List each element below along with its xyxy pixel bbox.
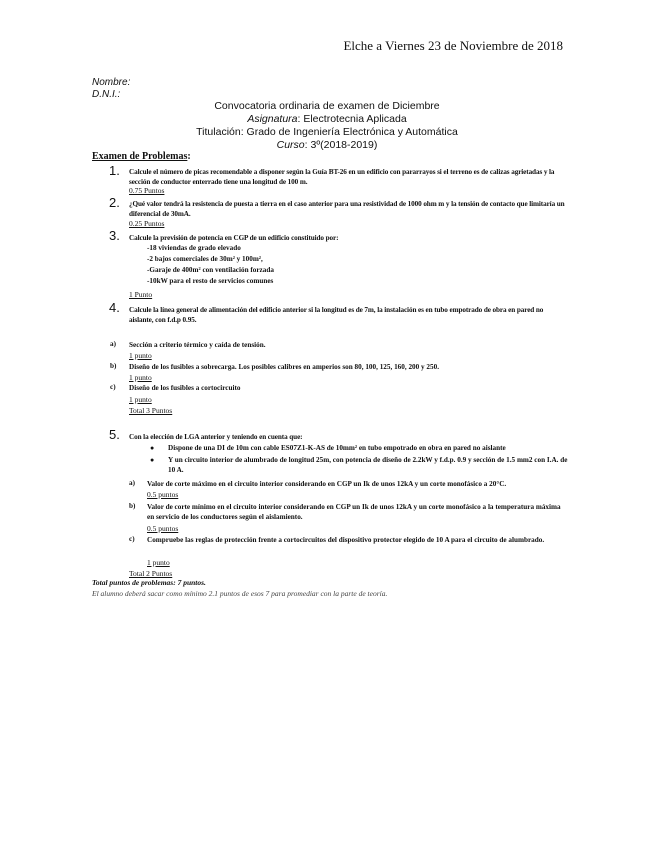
course-value: : 3º(2018-2019)	[304, 139, 378, 151]
total-points: Total puntos de problemas: 7 puntos.	[92, 578, 206, 587]
question-3-number: 3.	[109, 228, 120, 243]
question-4c-text: Diseño de los fusibles a cortocircuito	[129, 384, 241, 392]
question-5-number: 5.	[109, 427, 120, 442]
question-4-text: Calcule la línea general de alimentación del edificio anterior si la longitud es de 7m, la instalación es en tubo empotrado de obra en pared no aislante, con f.d.p 0.95.	[129, 306, 544, 324]
question-5c-points: 1 punto	[147, 558, 170, 567]
question-1-points: 0.75 Puntos	[129, 186, 165, 195]
bullet-icon: ●	[150, 444, 155, 452]
question-4b-points: 1 punto	[129, 373, 152, 382]
exam-call: Convocatoria ordinaria de examen de Diciembre	[214, 100, 440, 112]
question-4a-text: Sección a criterio térmico y caída de tensión.	[129, 341, 266, 349]
question-2-points: 0.25 Puntos	[129, 219, 165, 228]
question-5-bullet: Y un circuito interior de alumbrado de longitud 25m, con potencia de diseño de 2.2kW y f.d.p. 0.9 y sección de 1.5 mm2 con I.A. de 10 A.	[168, 456, 568, 474]
question-4b-text: Diseño de los fusibles a sobrecarga. Los posibles calibres en amperios son 80, 100, 125, 160, 200 y 250.	[129, 363, 440, 371]
subject-line	[92, 113, 562, 126]
question-1-text: Calcule el número de picas recomendable a disponer según la Guía BT-26 en un edificio con pararrayos si el terreno es de calizas agrietadas y la sección de conductor enterrado tiene una longitud de 100 m.	[129, 168, 555, 186]
question-4-total: Total 3 Puntos	[129, 406, 173, 415]
question-3-points: 1 Punto	[129, 290, 153, 299]
question-5b-letter: b)	[129, 502, 136, 510]
question-4a-points: 1 punto	[129, 351, 152, 360]
section-title: Examen de Problemas:	[92, 151, 191, 162]
question-3-item: -10kW para el resto de servicios comunes	[147, 277, 274, 285]
question-5b-points: 0.5 puntos	[147, 524, 179, 533]
degree-line: Titulación: Grado de Ingeniería Electrónica y Automática	[196, 126, 458, 138]
exam-date: Elche a Viernes 23 de Noviembre de 2018	[343, 38, 563, 53]
minimum-note: El alumno deberá sacar como mínimo 2.1 puntos de esos 7 para promediar con la parte de teoría.	[92, 589, 388, 598]
subject-label: Asignatura	[247, 113, 298, 125]
question-3-item: -2 bajos comerciales de 30m² y 100m²,	[147, 255, 263, 263]
question-5c-letter: c)	[129, 535, 135, 543]
question-5-text: Con la elección de LGA anterior y teniendo en cuenta que:	[129, 433, 303, 441]
question-1-number: 1.	[109, 163, 120, 178]
question-4-number: 4.	[109, 300, 120, 315]
course-label: Curso	[276, 139, 305, 151]
question-5a-text: Valor de corte máximo en el circuito interior considerando en CGP un Ik de unos 12kA y un corte monofásico a 20°C.	[147, 480, 507, 488]
question-4c-points: 1 punto	[129, 395, 152, 404]
question-4b-letter: b)	[110, 362, 117, 370]
question-2-number: 2.	[109, 195, 120, 210]
exam-header	[92, 100, 562, 152]
question-5-total: Total 2 Puntos	[129, 569, 173, 578]
question-5a-letter: a)	[129, 479, 135, 487]
question-4a-letter: a)	[110, 340, 116, 348]
question-5a-points: 0.5 puntos	[147, 490, 179, 499]
question-3-text: Calcule la previsión de potencia en CGP de un edificio constituido por:	[129, 234, 339, 242]
question-5b-text: Valor de corte mínimo en el circuito interior considerando en CGP un Ik de unos 12kA y un corte monofásico a la temperatura máxima en servicio de los conductores según el aislamiento.	[147, 503, 561, 521]
subject-value: : Electrotecnia Aplicada	[297, 113, 407, 125]
question-3-item: -Garaje de 400m² con ventilación forzada	[147, 266, 274, 274]
question-5-bullet: Dispone de una DI de 10m con cable ES07Z1-K-AS de 10mm² en tubo empotrado en obra en pared no aislante	[168, 444, 506, 452]
dni-field-label: D.N.I.:	[92, 89, 121, 100]
bullet-icon: ●	[150, 456, 155, 464]
question-5c-text: Compruebe las reglas de protección frente a cortocircuitos del dispositivo protector elegido de 10 A para el circuito de alumbrado.	[147, 536, 545, 544]
question-3-item: -18 viviendas de grado elevado	[147, 244, 241, 252]
question-4c-letter: c)	[110, 383, 116, 391]
question-2-text: ¿Qué valor tendrá la resistencia de puesta a tierra en el caso anterior para una resistividad de 1000 ohm m y la tensión de contacto que limitaría un diferencial de 30mA.	[129, 200, 565, 218]
name-field-label: Nombre:	[92, 77, 131, 88]
